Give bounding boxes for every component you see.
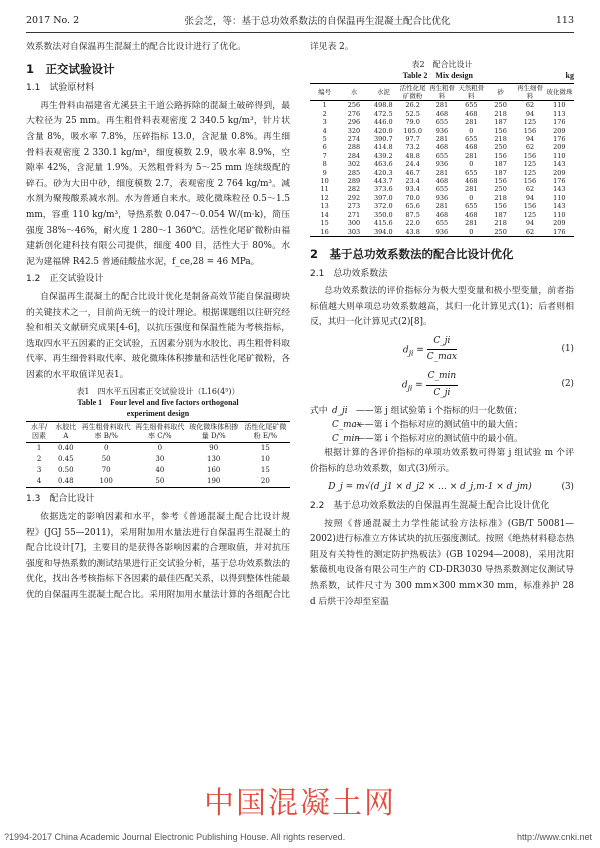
table-2-row-cell: 9 — [322, 168, 327, 177]
table-2-row-cell: 187 — [494, 210, 507, 219]
table-2-row-cell: 26.2 — [405, 101, 420, 110]
table-2-row-cell: 443.7 — [374, 177, 393, 186]
table-1-row-cell: 100 — [99, 477, 113, 486]
table-2-row-cell: 414.8 — [374, 143, 393, 152]
table-2-row-cell: 176 — [553, 135, 566, 144]
table-2-row-cell: 209 — [553, 143, 566, 152]
section-2-1-title: 2.1 总功效系数法 — [310, 268, 388, 279]
table-2-row-cell: 209 — [553, 219, 566, 228]
table-2-row-cell: 156 — [494, 202, 507, 211]
table-1-row — [26, 443, 290, 455]
header-rule — [26, 32, 574, 33]
table-2-header: 水 — [350, 87, 358, 96]
table-2-row-cell: 105.0 — [403, 126, 422, 135]
equation-1-fraction — [427, 334, 457, 366]
intro-continuation: 效系数法对自保温再生混凝土的配合比设计进行了优化。 — [26, 42, 246, 52]
table-2-row-cell: 143 — [553, 160, 566, 169]
equation-1-sub: ji — [408, 348, 414, 358]
table-2-row-cell: 420.0 — [374, 126, 393, 135]
table-2-caption-cn: 表2 配合比设计 — [411, 59, 473, 69]
table-2-row-cell: 468 — [465, 143, 478, 152]
table-1-row-cell: 10 — [260, 455, 270, 464]
table-2-row-cell: 156 — [523, 177, 537, 186]
equation-2-sub: ji — [407, 383, 413, 393]
table-2-row-cell: 94 — [525, 193, 535, 202]
see-table-2: 详见表 2。 — [310, 42, 354, 52]
table-1-row-cell: 50 — [101, 455, 111, 464]
equation-2 — [310, 369, 574, 401]
table-1-row-cell: 70 — [101, 466, 111, 475]
table-2-header: 再生粗骨料 — [428, 83, 455, 100]
table-2-row-cell: 156 — [523, 202, 537, 211]
page-footer — [4, 832, 592, 842]
equation-3-number: (3) — [561, 482, 574, 493]
table-1-row-cell: 0.45 — [57, 455, 74, 464]
table-2-row-cell: 250 — [494, 101, 507, 110]
orthogonal-paragraph: 自保温再生混凝土的配合比设计优化是制备高效节能自保温砌块的关键技术之一，目前尚无统一的设计理论。根据课题组以往研究经验和相关文献研究成果[4-6]，以抗压强度和保温性能为考核指标，选取四水平五因素的正交试验，五因素分别为水胶比、再生粗骨料取代率、再生细骨料取代率、玻化微珠体积掺量和活性化尾矿微粉，各因素的水平取值详见表1。 — [26, 291, 290, 380]
table-2-row-cell: 655 — [435, 219, 449, 228]
table-2-row-cell: 655 — [465, 168, 478, 177]
table-2-row-cell: 281 — [465, 118, 478, 127]
table-2-row-cell: 390.7 — [374, 135, 393, 144]
table-2-row-cell: 94 — [525, 135, 535, 144]
table-1-row-cell: 1 — [36, 444, 42, 453]
table-2-caption — [310, 59, 574, 81]
table-1-row — [26, 454, 290, 465]
table-2-row — [310, 160, 574, 168]
table-2-row-cell: 350.0 — [374, 210, 393, 219]
table-2-row-cell: 156 — [494, 177, 507, 186]
equation-3 — [310, 480, 574, 496]
table-1-caption-cn: 表1 四水平五因素正交试验设计（L16(4⁵)） — [76, 387, 240, 397]
table-2-row-cell: 468 — [435, 177, 449, 186]
table-2-row-cell: 281 — [465, 185, 478, 194]
table-2-row — [310, 110, 574, 118]
table-2-row-cell: 156 — [523, 151, 537, 160]
table-2-row-cell: 110 — [553, 210, 566, 219]
table-2-row-cell: 70.0 — [405, 193, 420, 202]
table-2-row-cell: 187 — [494, 168, 507, 177]
table-2-row-cell: 281 — [435, 202, 449, 211]
table-2-row — [310, 228, 574, 237]
table-2-row-cell: 0 — [469, 160, 474, 169]
table-2-row-cell: 415.6 — [374, 219, 393, 228]
section-2-title: 2 基于总功效系数法的配合比设计优化 — [310, 246, 514, 261]
table-2-row-cell: 15 — [320, 219, 329, 228]
table-2-row-cell: 256 — [347, 101, 361, 110]
table-2-row-cell: 276 — [347, 109, 361, 118]
table-2-row-cell: 468 — [435, 210, 449, 219]
table-2-row-cell: 110 — [553, 151, 566, 160]
table-2-row — [310, 219, 574, 227]
table-2-row-cell: 62 — [525, 185, 535, 194]
equation-1-denominator: C_max — [426, 352, 458, 363]
equation-1 — [310, 334, 574, 366]
table-2-row — [310, 135, 574, 143]
table-2-row-cell: 218 — [494, 135, 507, 144]
equation-2-lhs: d — [401, 380, 408, 391]
table-2-row-cell: 218 — [494, 219, 507, 228]
table-1-row-cell: 190 — [207, 477, 221, 486]
table-2-row-cell: 87.5 — [405, 210, 420, 219]
equation-3-body: D_j = m√(d_j1 × d_j2 × … × d_j,m-1 × d_jm) — [328, 482, 532, 493]
table-2-row-cell: 271 — [347, 210, 361, 219]
where-var: C_max — [332, 420, 362, 431]
table-2-row-cell: 250 — [494, 143, 507, 152]
table-2-row — [310, 101, 574, 110]
table-2-row-cell: 655 — [435, 185, 449, 194]
table-2-row-cell: 62 — [525, 143, 535, 152]
table-2-row-cell: 936 — [435, 160, 449, 169]
table-1-row — [26, 476, 290, 488]
table-1-row-cell: 15 — [260, 466, 270, 475]
table-1-header-row — [26, 422, 290, 443]
table-2-row-cell: 281 — [435, 135, 449, 144]
table-2-row-cell: 176 — [553, 227, 566, 236]
table-2-row-cell: 468 — [465, 109, 478, 118]
table-1-row-cell: 0 — [157, 444, 163, 453]
table-2-row-cell: 23.4 — [405, 177, 420, 186]
table-2-unit: kg — [565, 70, 574, 80]
table-1-row-cell: 2 — [36, 455, 42, 464]
table-2-row-cell: 300 — [347, 219, 361, 228]
table-2-row-cell: 655 — [465, 202, 478, 211]
where-line — [310, 418, 574, 432]
table-2-row-cell: 655 — [465, 101, 478, 110]
table-2-row — [310, 152, 574, 160]
table-1-row-cell: 20 — [260, 477, 270, 486]
table-1-caption-en-2: experiment design — [126, 409, 190, 419]
where-line — [310, 404, 574, 418]
where-var: d_ji — [332, 406, 348, 417]
table-2-row — [310, 143, 574, 151]
table-2-row-cell: 3 — [322, 118, 327, 127]
table-2-header: 活性化尾矿微粉 — [399, 83, 426, 100]
table-2-row-cell: 372.0 — [374, 202, 393, 211]
table-2-row — [310, 194, 574, 202]
copyright-text: ?1994-2017 China Academic Journal Electronic Publishing House. All rights reserved. — [4, 832, 346, 842]
table-2 — [310, 83, 574, 237]
table-2-row-cell: 288 — [347, 143, 361, 152]
running-title: 张会芝，等：基于总功效系数法的自保温再生混凝土配合比优化 — [184, 16, 451, 27]
table-2-header: 水泥 — [376, 87, 390, 96]
table-1-row-cell: 0.50 — [57, 466, 74, 475]
table-2-row-cell: 472.5 — [374, 109, 393, 118]
table-2-row-cell: 52.5 — [405, 109, 420, 118]
method-paragraph: 总功效系数法的评价指标分为极大型变量和极小型变量，前者指标值越大则单项总功效系数越高，其归一化计算见式(1)；后者则相反，其归一化计算见式(2)[8]。 — [310, 286, 574, 328]
table-2-row-cell: 8 — [322, 160, 327, 169]
table-2-row-cell: 468 — [435, 109, 449, 118]
table-2-row-cell: 250 — [494, 185, 507, 194]
table-2-row-cell: 156 — [494, 151, 507, 160]
table-2-row-cell: 936 — [435, 227, 449, 236]
table-2-row-cell: 7 — [322, 151, 327, 160]
where-var: C_min — [332, 434, 360, 445]
table-2-row-cell: 296 — [347, 118, 361, 127]
where-label: 式中 — [310, 406, 328, 417]
table-2-row-cell: 125 — [523, 118, 537, 127]
table-2-row-cell: 250 — [494, 227, 507, 236]
table-2-row-cell: 1 — [322, 101, 327, 110]
equation-2-number: (2) — [561, 379, 574, 390]
table-2-row-cell: 4 — [322, 126, 327, 135]
table-2-row-cell: 936 — [435, 126, 449, 135]
table-2-row-cell: 655 — [435, 118, 449, 127]
table-2-row-cell: 143 — [553, 185, 566, 194]
where-desc: ——第 j 组试验第 i 个指标的归一化数值； — [356, 406, 523, 417]
table-2-row-cell: 439.2 — [374, 151, 393, 160]
table-2-row — [310, 202, 574, 210]
table-2-row-cell: 16 — [320, 227, 329, 236]
test-paragraph: 按照《普通混凝土力学性能试验方法标准》(GB/T 50081—2002)进行标准立方体试块的抗压强度测试。按照《绝热材料稳态热阻及有关特性的测定防护热板法》(GB 10294—2008)，采用沈阳紫薇机电设备有限公司生产的 CD-DR3030 导热系数测定仪测试导热系数，试件尺寸为 300 mm×300 mm×30 mm，标准养护 28 d 后烘干冷却至室温 — [310, 518, 574, 607]
table-2-row-cell: 12 — [320, 193, 329, 202]
where-line — [310, 432, 574, 446]
equation-2-numerator: C_min — [426, 369, 459, 386]
table-2-row-cell: 48.8 — [405, 151, 420, 160]
table-2-row-cell: 5 — [322, 135, 327, 144]
table-2-row-cell: 97.7 — [405, 135, 420, 144]
table-2-row-cell: 176 — [553, 177, 566, 186]
right-column — [310, 40, 574, 610]
total-paragraph: 根据计算的各评价指标的单项功效系数可得第 j 组试验 m 个评价指标的总功效系数，如式(3)所示。 — [310, 448, 574, 474]
table-2-row-cell: 373.6 — [374, 185, 393, 194]
table-1-header: 再生细骨料取代率 C/% — [135, 423, 185, 441]
table-2-row-cell: 218 — [494, 193, 507, 202]
table-2-row-cell: 281 — [465, 151, 478, 160]
table-2-row-cell: 397.0 — [374, 193, 393, 202]
table-2-row-cell: 936 — [435, 193, 449, 202]
table-2-row-cell: 65.6 — [405, 202, 420, 211]
section-1-title: 1 正交试验设计 — [26, 61, 115, 76]
table-1 — [26, 421, 290, 488]
table-2-row-cell: 282 — [347, 185, 361, 194]
table-2-row-cell: 6 — [322, 143, 327, 152]
journal-issue: 2017 No. 2 — [26, 14, 80, 26]
table-2-row-cell: 274 — [347, 135, 361, 144]
table-2-header: 玻化微珠 — [546, 87, 573, 96]
table-2-row-cell: 303 — [347, 227, 361, 236]
table-1-header: 水胶比 A — [55, 423, 77, 441]
equation-1-number: (1) — [561, 344, 574, 355]
table-2-row-cell: 446.0 — [374, 118, 393, 127]
table-1-caption — [26, 386, 290, 419]
table-1-header: 水平/因素 — [30, 423, 48, 441]
table-2-row-cell: 284 — [347, 151, 361, 160]
table-1-row-cell: 40 — [155, 466, 165, 475]
table-2-row-cell: 302 — [347, 160, 361, 169]
table-2-row-cell: 0 — [469, 126, 474, 135]
table-2-row-cell: 125 — [523, 168, 537, 177]
table-1-row-cell: 130 — [207, 455, 221, 464]
table-2-row-cell: 2 — [322, 109, 327, 118]
table-2-row — [310, 127, 574, 135]
table-2-header: 天然粗骨料 — [458, 83, 485, 100]
table-2-header: 砂 — [497, 87, 504, 96]
table-2-row-cell: 420.3 — [374, 168, 393, 177]
table-2-header: 再生细骨料 — [516, 83, 543, 100]
table-2-row-cell: 156 — [523, 126, 537, 135]
table-2-row-cell: 285 — [347, 168, 361, 177]
table-2-row-cell: 281 — [435, 168, 449, 177]
running-header — [26, 12, 574, 28]
table-1-row-cell: 30 — [155, 455, 165, 464]
table-1-row-cell: 160 — [207, 466, 221, 475]
table-1-caption-en-1: Table 1 Four level and five factors orthogonal — [77, 398, 239, 408]
table-2-row-cell: 113 — [553, 109, 566, 118]
table-2-row-cell: 10 — [320, 177, 329, 186]
table-2-row-cell: 289 — [347, 177, 361, 186]
table-2-row-cell: 468 — [465, 177, 478, 186]
table-2-row — [310, 211, 574, 219]
section-1-2-title: 1.2 正交试验设计 — [26, 274, 104, 285]
table-2-row-cell: 79.0 — [405, 118, 420, 127]
equation-1-body: $d_{ji}$ = $\frac{C\_ji}{C\_\max}$ — [310, 334, 550, 366]
table-2-row-cell: 43.8 — [405, 227, 420, 236]
equation-2-denominator: C_ji — [433, 387, 451, 398]
equation-1-lhs: d — [402, 345, 409, 356]
table-2-row — [310, 169, 574, 177]
table-2-caption-en: Table 2 Mix design — [402, 70, 473, 80]
table-2-row-cell: 94 — [525, 219, 535, 228]
table-2-row-cell: 94 — [525, 109, 535, 118]
table-2-row-cell: 110 — [553, 101, 566, 110]
where-desc: ——第 i 个指标对应的测试值中的最大值； — [356, 420, 523, 431]
table-2-row-cell: 655 — [465, 135, 478, 144]
table-2-row-cell: 187 — [494, 160, 507, 169]
table-1-row-cell: 50 — [155, 477, 165, 486]
where-desc: ——第 i 个指标对应的测试值中的最小值。 — [356, 434, 523, 445]
table-2-row-cell: 13 — [320, 202, 329, 211]
table-2-row-cell: 463.6 — [374, 160, 393, 169]
table-2-row-cell: 14 — [320, 210, 329, 219]
table-2-row-cell: 209 — [553, 168, 566, 177]
table-2-row-cell: 394.0 — [374, 227, 393, 236]
table-2-row-cell: 655 — [435, 151, 449, 160]
table-2-row-cell: 62 — [525, 101, 535, 110]
table-2-row-cell: 22.0 — [405, 219, 420, 228]
table-2-row-cell: 143 — [553, 202, 566, 211]
table-2-row — [310, 118, 574, 126]
page-number: 113 — [555, 14, 574, 26]
table-1-row — [26, 465, 290, 476]
table-1-header: 玻化微珠体积掺量 D/% — [189, 423, 239, 441]
footer-url: http://www.cnki.net — [516, 832, 592, 842]
table-2-row-cell: 281 — [435, 101, 449, 110]
table-2-row-cell: 468 — [465, 210, 478, 219]
table-2-row-cell: 187 — [494, 118, 507, 127]
table-2-header: 编号 — [318, 87, 332, 96]
table-2-row-cell: 468 — [435, 143, 449, 152]
materials-paragraph: 再生骨料由福建省尤溪县主干道公路拆除的混凝土破碎得到，最大粒径为 25 mm。再生粗骨料表观密度 2 340.5 kg/m³，针片状含量 8%，吸水率 7.8%，压碎指标 13.0，含泥量 0.8%。再生细骨料表观密度 2 330.1 kg/m³，细度模数 2.9，吸水率 8.9%，空隙率 42%，含泥量 1.9%。天然粗骨料为 5～25 mm 连续级配的碎石。砂为大田中砂，细度模数 2.7，表观密度 2 764 kg/m³。减水剂为聚羧酸系减水剂。水为普通自来水。玻化微珠粒径 0.5～1.5 mm，容重 110 kg/m³，导热系数 0.047～0.054 W/(m·k)，简压强度 38%～46%，耐火度 1 280～1 360℃。活性化尾矿微粉由福建新创化建科技有限公司提供，细度 400 目，活性大于 80%。水泥为建福牌 R42.5 普通硅酸盐水泥，f_ce,28 = 46 MPa。 — [26, 100, 290, 267]
table-2-row-cell: 156 — [494, 126, 507, 135]
table-1-row-cell: 0.48 — [57, 477, 74, 486]
table-2-row-cell: 209 — [553, 126, 566, 135]
section-1-3-title: 1.3 配合比设计 — [26, 494, 95, 505]
table-2-row-cell: 218 — [494, 109, 507, 118]
table-2-row-cell: 11 — [320, 185, 329, 194]
equation-2-fraction — [426, 369, 459, 401]
table-2-row-cell: 110 — [553, 193, 566, 202]
table-2-row-cell: 125 — [523, 210, 537, 219]
site-watermark: 中国混凝土网 — [204, 786, 396, 821]
table-2-row-cell: 176 — [553, 118, 566, 127]
table-2-row — [310, 177, 574, 185]
table-1-row-cell: 4 — [36, 477, 42, 486]
table-2-row-cell: 62 — [525, 227, 535, 236]
table-2-row-cell: 46.7 — [405, 168, 420, 177]
section-2-2-title: 2.2 基于总功效系数法的自保温再生混凝土配合比设计优化 — [310, 501, 550, 512]
table-2-row-cell: 0 — [469, 227, 474, 236]
table-2-header-row — [310, 83, 574, 101]
table-1-row-cell: 90 — [209, 444, 219, 453]
table-2-row-cell: 125 — [523, 160, 537, 169]
section-1-1-title: 1.1 试验原材料 — [26, 83, 95, 94]
table-1-row-cell: 15 — [260, 444, 270, 453]
table-1-row-cell: 3 — [36, 466, 42, 475]
table-2-row-cell: 281 — [465, 219, 478, 228]
table-2-row-cell: 498.8 — [374, 101, 393, 110]
table-2-row-cell: 320 — [347, 126, 361, 135]
table-2-row-cell: 292 — [347, 193, 361, 202]
design-paragraph: 依据选定的影响因素和水平，参考《普通混凝土配合比设计规程》(JGJ 55—2011)，采用附加用水量法进行自保温再生混凝土的配合比设计[7]，主要目的是获得各影响因素的合理取值，并对抗压强度和导热系数的测试结果进行正交试验分析，基于总功效系数法的优化，找出各考核指标下各因素的最佳匹配关系，以得到整体性能最优的自保温再生混凝土配合比。采用附加用水量法计算的各组配合比 — [26, 512, 290, 601]
table-2-row-cell: 273 — [347, 202, 361, 211]
left-column — [26, 40, 290, 604]
table-2-row — [310, 185, 574, 193]
table-1-row-cell: 0.40 — [57, 444, 74, 453]
table-2-row-cell: 24.4 — [405, 160, 420, 169]
table-1-header: 再生粗骨料取代率 B/% — [81, 423, 131, 441]
equation-2-body: $d_{ji}$ = $\frac{C\_\min}{C\_ji}$ — [310, 369, 550, 401]
table-1-row-cell: 0 — [103, 444, 109, 453]
table-2-caption-line — [310, 70, 574, 81]
equation-1-numerator: C_ji — [427, 334, 457, 351]
where-block — [310, 404, 574, 446]
table-2-row-cell: 0 — [469, 193, 474, 202]
table-2-row-cell: 73.2 — [405, 143, 420, 152]
table-2-row-cell: 93.4 — [405, 185, 420, 194]
table-1-header: 活性化尾矿微粉 E/% — [244, 423, 287, 441]
